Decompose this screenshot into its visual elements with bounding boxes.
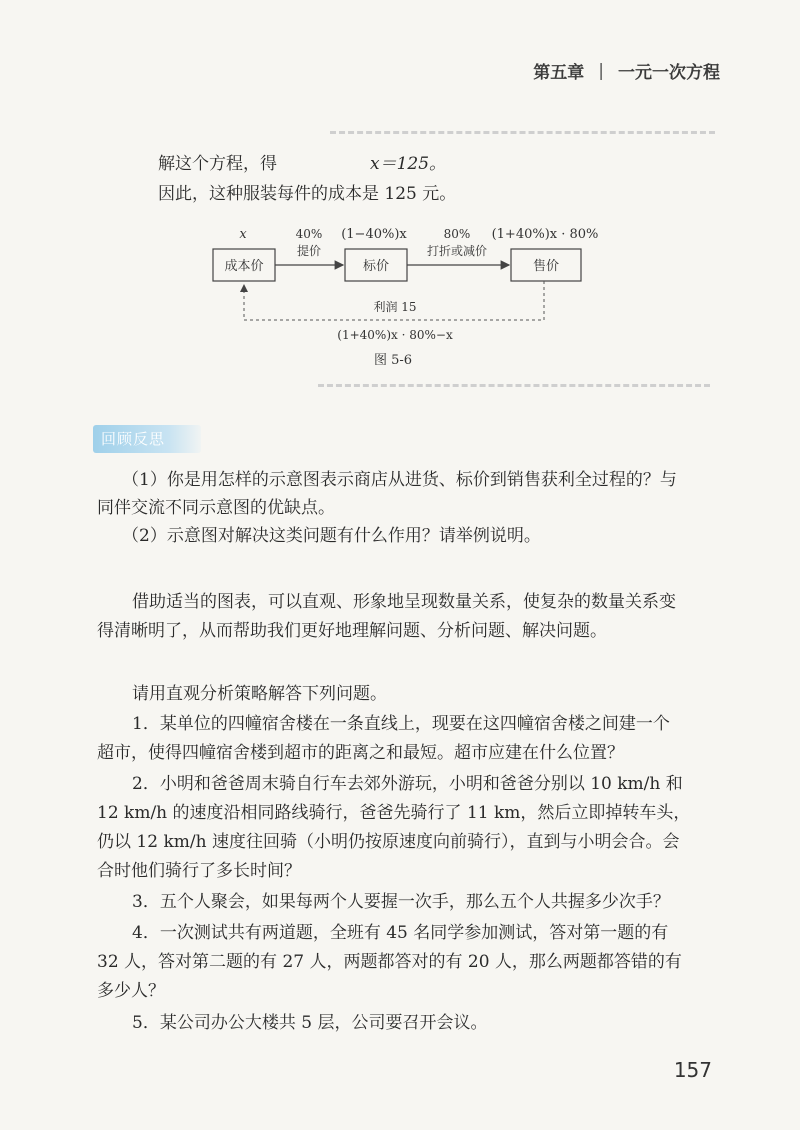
box-sale-price-label: 售价 (532, 259, 560, 274)
header-separator: | (598, 60, 604, 81)
chapter-header (533, 58, 720, 83)
exercise-2-line1: 2．小明和爸爸周末骑自行车去郊外游玩，小明和爸爸分别以 10 km/h 和 (132, 774, 683, 794)
page-number: 157 (673, 1058, 712, 1082)
review-q1-line1: （1）你是用怎样的示意图表示商店从进货、标价到销售获利全过程的？与 (122, 470, 677, 490)
cost-price-diagram (195, 215, 615, 365)
review-badge: 回顾反思 (93, 425, 201, 453)
summary-line2: 得清晰明了，从而帮助我们更好地理解问题、分析问题、解决问题。 (97, 621, 607, 641)
summary-line1: 借助适当的图表，可以直观、形象地呈现数量关系，使复杂的数量关系变 (132, 592, 676, 612)
exercise-1-line2: 超市，使得四幢宿舍楼到超市的距离之和最短。超市应建在什么位置？ (97, 743, 624, 763)
exercise-4-line1: 4．一次测试共有两道题，全班有 45 名同学参加测试，答对第一题的有 (132, 923, 669, 943)
arrow-markup-percent: 40% (295, 227, 323, 241)
solution-equation: x＝125。 (370, 154, 447, 174)
box-marked-price-label: 标价 (362, 259, 390, 274)
solution-line-1 (158, 150, 447, 178)
diagram-caption: 图 5-6 (373, 353, 413, 365)
chapter-title: 一元一次方程 (618, 63, 720, 83)
chapter-number: 第五章 (533, 63, 585, 83)
review-q2: （2）示意图对解决这类问题有什么作用？请举例说明。 (122, 526, 541, 546)
exercise-4-line2: 32 人，答对第二题的有 27 人，两题都答对的有 20 人，那么两题都答错的有 (97, 952, 682, 972)
middle-dashed-rule (318, 384, 710, 387)
exercise-2-line2: 12 km/h 的速度沿相同路线骑行，爸爸先骑行了 11 km，然后立即掉转车头， (97, 803, 691, 823)
label-sale-expr: (1+40%)x · 80% (491, 227, 599, 242)
exercise-intro: 请用直观分析策略解答下列问题。 (132, 684, 387, 704)
label-cost-x: x (239, 227, 247, 242)
arrow-discount-label: 打折或减价 (426, 244, 488, 258)
profit-expression: (1+40%)x · 80%−x (337, 328, 453, 342)
exercise-3: 3．五个人聚会，如果每两个人要握一次手，那么五个人共握多少次手？ (132, 892, 670, 912)
box-cost-price-label: 成本价 (224, 259, 264, 274)
exercise-1-line1: 1．某单位的四幢宿舍楼在一条直线上，现要在这四幢宿舍楼之间建一个 (132, 714, 670, 734)
arrow-markup-label: 提价 (296, 244, 322, 258)
solution-text: 解这个方程，得 (158, 154, 277, 174)
label-mark-expr: (1−40%)x (341, 227, 407, 242)
arrow-discount-percent: 80% (443, 227, 471, 241)
exercise-2-line3: 仍以 12 km/h 速度往回骑（小明仍按原速度向前骑行），直到与小明会合。会 (97, 832, 680, 852)
exercise-2-line4: 合时他们骑行了多长时间？ (97, 861, 301, 881)
exercise-5: 5．某公司办公大楼共 5 层，公司要召开会议。 (132, 1013, 488, 1033)
profit-label: 利润 15 (373, 300, 417, 314)
solution-line-2: 因此，这种服装每件的成本是 125 元。 (158, 184, 457, 204)
review-q1-line2: 同伴交流不同示意图的优缺点。 (97, 498, 335, 518)
exercise-4-line3: 多少人？ (97, 981, 165, 1001)
top-dashed-rule (330, 131, 715, 134)
